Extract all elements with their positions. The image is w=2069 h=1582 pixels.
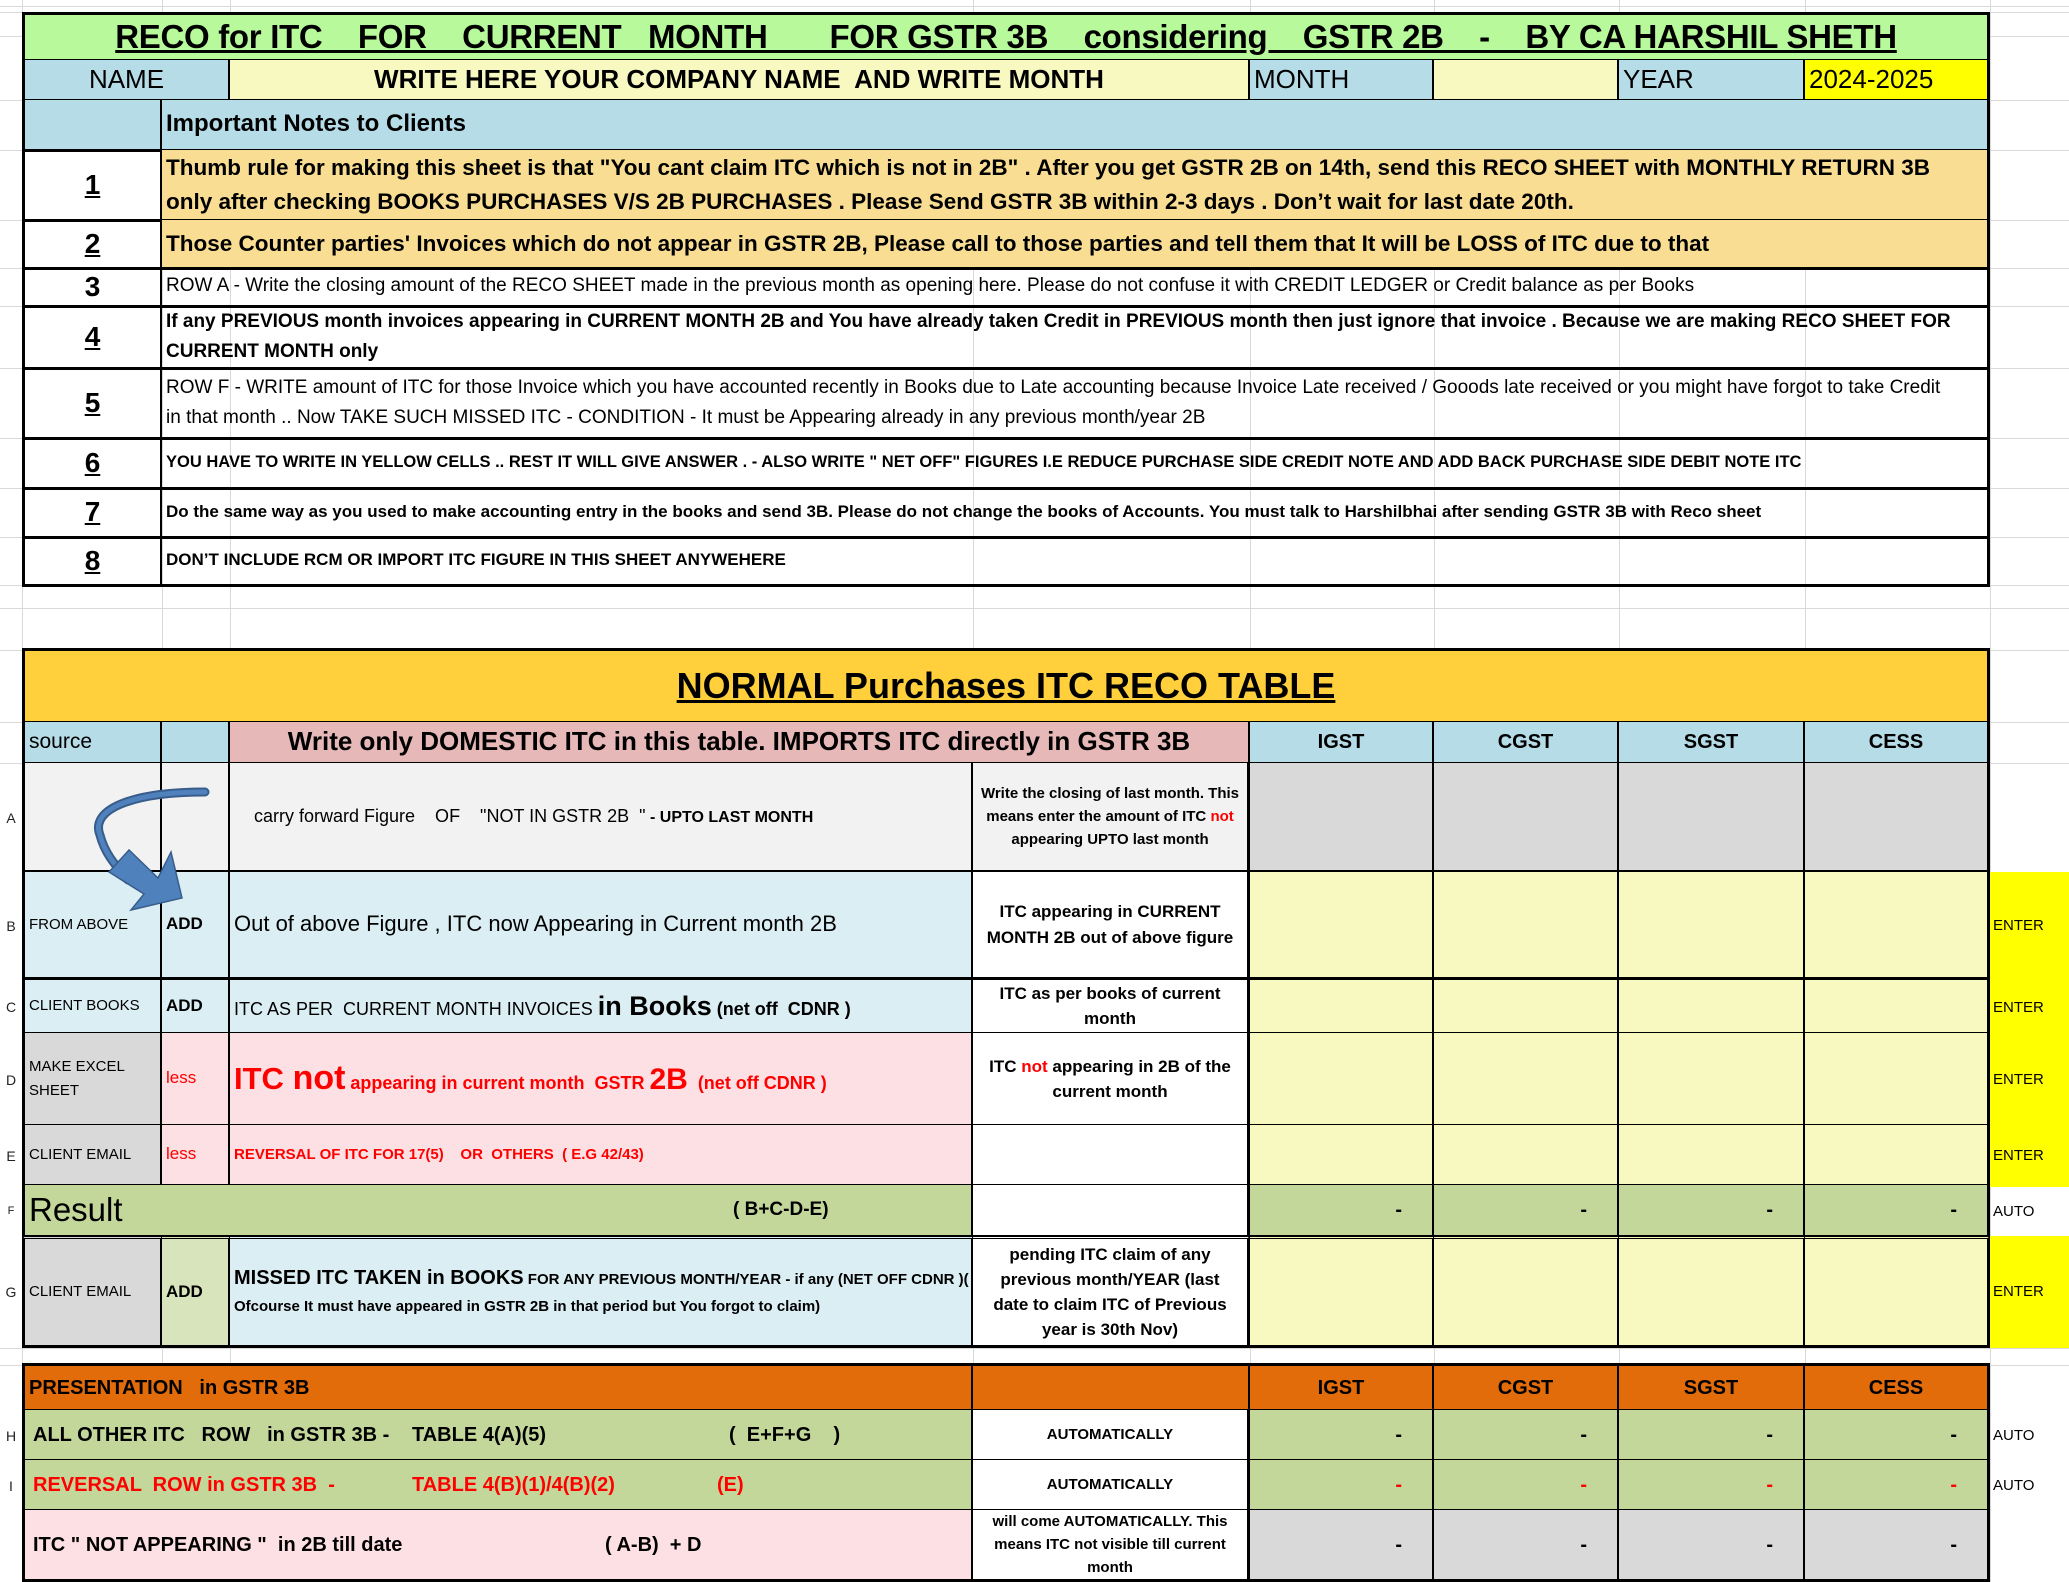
note-cell-e (973, 1125, 1250, 1187)
cess-input-g[interactable] (1805, 1236, 1990, 1348)
note-cell-g (973, 1236, 1250, 1348)
note-text: DON’T INCLUDE RCM OR IMPORT ITC FIGURE IN THIS SHEET ANYWEHERE (166, 550, 786, 570)
sgst-cell-a[interactable] (1619, 763, 1805, 873)
igst-cell-a[interactable] (1250, 763, 1434, 873)
presentation-row-not-appearing (22, 1510, 973, 1582)
note-text: ITC appearing in CURRENT MONTH 2B out of above figure (986, 901, 1234, 947)
note-cell-c (973, 980, 1250, 1035)
sgst-value-h (1619, 1410, 1805, 1462)
row-id: C (5, 999, 17, 1016)
note-number-text: 5 (84, 386, 101, 418)
source-text: FROM ABOVE (29, 915, 129, 933)
op-cell-d (162, 1033, 230, 1127)
row-label-i (0, 1460, 22, 1512)
row-id: I (9, 1477, 13, 1494)
note-item (162, 537, 1990, 587)
presentation-formula: ( E+F+G ) (729, 1423, 841, 1446)
note-item (162, 438, 1990, 490)
note-cell-a (973, 763, 1250, 873)
note-number (22, 306, 162, 370)
op-text: less (166, 1144, 197, 1164)
cess-value-i (1805, 1460, 1990, 1512)
igst-value-not-appearing (1250, 1510, 1434, 1582)
cgst-value-not-appearing (1434, 1510, 1619, 1582)
igst-input-c[interactable] (1250, 980, 1434, 1035)
note-text: will come AUTOMATICALLY. This means ITC not visible till current month (992, 1513, 1228, 1576)
note-text: Thumb rule for making this sheet is that "You cant claim ITC which is not in 2B" . After you get GSTR 2B on 14th, send this RECO SHEET with MONTHLY RETURN 3B only after checking BOOKS PURCHASES V/S 2B PURCHASES . Please Send GSTR 3B within 2-3 days . Don’t wait for last date 20th. (166, 154, 1931, 214)
presentation-header-cgst (1434, 1363, 1619, 1412)
presentation-title-text: PRESENTATION in GSTR 3B (29, 1376, 310, 1399)
status-h (1990, 1410, 2069, 1462)
value-text: - (1950, 1199, 1957, 1221)
desc-cell-b (230, 872, 973, 980)
note-number (22, 220, 162, 270)
note-part-red: not (1210, 808, 1234, 825)
desc-part-not: not (292, 1059, 346, 1098)
note-number-text: 4 (84, 320, 101, 352)
desc-part: Ofcourse It must have appeared in GSTR 2B in that period but You forgot to claim) (234, 1297, 821, 1315)
op-text: ADD (166, 1281, 203, 1301)
value-text: - (1580, 1473, 1587, 1496)
status-text: AUTO (1993, 1477, 2035, 1494)
status-text: AUTO (1993, 1202, 2035, 1220)
igst-input-g[interactable] (1250, 1236, 1434, 1348)
igst-value-h (1250, 1410, 1434, 1462)
presentation-header-cess (1805, 1363, 1990, 1412)
op-text: ADD (166, 914, 203, 934)
presentation-label: ALL OTHER ITC ROW in GSTR 3B - (33, 1423, 390, 1446)
igst-input-e[interactable] (1250, 1125, 1434, 1187)
row-id: E (6, 1147, 16, 1164)
row-label-f (0, 1185, 22, 1238)
note-text: pending ITC claim of any previous month/YEAR (last date to claim ITC of Previous year is 30th Nov) (993, 1245, 1227, 1339)
value-text: - (1580, 1533, 1587, 1556)
igst-value-i (1250, 1460, 1434, 1512)
note-number (22, 438, 162, 490)
note-number-text: 1 (84, 168, 101, 200)
value-text: - (1395, 1423, 1402, 1446)
note-cell-f (973, 1185, 1250, 1238)
month-label (1250, 60, 1434, 102)
status-g (1990, 1236, 2069, 1348)
desc-text (234, 990, 851, 1022)
source-header (22, 722, 162, 765)
value-text: - (1395, 1473, 1402, 1496)
cgst-input-b[interactable] (1434, 872, 1619, 980)
desc-text (234, 1265, 969, 1320)
presentation-table-ref: TABLE 4(B)(1)/4(B)(2) (412, 1473, 615, 1496)
value-text: - (1766, 1473, 1773, 1496)
cgst-cell-a[interactable] (1434, 763, 1619, 873)
source-cell-g (22, 1236, 162, 1348)
row-label-b (0, 872, 22, 980)
op-cell-g (162, 1236, 230, 1348)
note-text (979, 782, 1241, 851)
presentation-title (22, 1363, 973, 1412)
month-label-text: MONTH (1254, 63, 1350, 94)
status-d (1990, 1033, 2069, 1127)
cgst-value-h (1434, 1410, 1619, 1462)
value-text: - (1580, 1423, 1587, 1446)
note-item (162, 488, 1990, 539)
result-formula: ( B+C-D-E) (733, 1198, 829, 1220)
column-header-text: SGST (1683, 731, 1739, 753)
sgst-input-g[interactable] (1619, 1236, 1805, 1348)
note-cell-i (973, 1460, 1250, 1512)
presentation-label: ITC " NOT APPEARING " in 2B till date (33, 1533, 403, 1556)
value-text: - (1950, 1473, 1957, 1496)
status-text: ENTER (1993, 998, 2044, 1016)
cgst-input-d[interactable] (1434, 1033, 1619, 1127)
row-id: B (6, 917, 16, 934)
desc-part-big: ITC (234, 1061, 293, 1097)
value-text: - (1766, 1199, 1773, 1221)
presentation-row-h (22, 1410, 973, 1462)
status-text: ENTER (1993, 1283, 2044, 1300)
desc-cell-a (230, 763, 973, 873)
row-id: A (6, 809, 16, 826)
op-cell-c (162, 980, 230, 1035)
cess-value-h (1805, 1410, 1990, 1462)
cgst-input-e[interactable] (1434, 1125, 1619, 1187)
sheet-title-text: RECO for ITC FOR CURRENT MONTH FOR GSTR 3B considering GSTR 2B - BY CA HARSHIL SHETH (115, 18, 1897, 56)
source-cell-c (22, 980, 162, 1035)
igst-input-d[interactable] (1250, 1033, 1434, 1127)
desc-part: FOR ANY PREVIOUS MONTH/YEAR - if any (NET OFF CDNR )( (523, 1270, 969, 1288)
sgst-input-b[interactable] (1619, 872, 1805, 980)
column-header-text: CESS (1868, 731, 1924, 753)
presentation-note-header (973, 1363, 1250, 1412)
op-cell-b (162, 872, 230, 980)
row-label-a (0, 763, 22, 873)
desc-text: Out of above Figure , ITC now Appearing in Current month 2B (234, 911, 837, 937)
status-i (1990, 1460, 2069, 1512)
note-text: AUTOMATICALLY (1046, 1475, 1174, 1493)
notes-header-blank (22, 100, 162, 152)
source-cell-e (22, 1125, 162, 1187)
status-f (1990, 1185, 2069, 1238)
note-number (22, 368, 162, 440)
column-header-text: CGST (1497, 1376, 1554, 1399)
cess-input-c[interactable] (1805, 980, 1990, 1035)
row-id: G (5, 1283, 17, 1300)
domestic-itc-instruction (230, 722, 1250, 765)
column-header-text: SGST (1683, 1376, 1739, 1399)
igst-result-f (1250, 1185, 1434, 1238)
value-text: - (1950, 1533, 1957, 1556)
source-text: MAKE EXCEL SHEET (29, 1057, 125, 1099)
reco-table-title-text: NORMAL Purchases ITC RECO TABLE (676, 665, 1336, 707)
column-header-text: IGST (1317, 731, 1365, 753)
column-header-sgst (1619, 722, 1805, 765)
op-cell-e (162, 1125, 230, 1187)
cgst-value-i (1434, 1460, 1619, 1512)
row-label-h (0, 1410, 22, 1462)
igst-input-b[interactable] (1250, 872, 1434, 980)
desc-cell-e (230, 1125, 973, 1187)
row-label-e (0, 1125, 22, 1187)
note-text: If any PREVIOUS month invoices appearing in CURRENT MONTH 2B and You have already taken Credit in PREVIOUS month then just ignore that invoice . Because we are making RECO SHEET FOR CURRENT MONTH only (166, 310, 1951, 362)
presentation-table-ref: TABLE 4(A)(5) (412, 1423, 547, 1446)
desc-part: (net off CDNR ) (711, 998, 851, 1019)
desc-text: REVERSAL OF ITC FOR 17(5) OR OTHERS ( E.G 42/43) (234, 1145, 644, 1163)
column-header-igst (1250, 722, 1434, 765)
row-label-d (0, 1033, 22, 1127)
note-number-text: 6 (84, 446, 101, 478)
value-text: - (1580, 1199, 1587, 1221)
instruction-text: Write only DOMESTIC ITC in this table. IMPORTS ITC directly in GSTR 3B (287, 726, 1191, 757)
desc-part: ITC AS PER CURRENT MONTH INVOICES (234, 998, 598, 1019)
note-item (162, 150, 1990, 222)
note-number (22, 268, 162, 308)
result-label: Result (29, 1191, 123, 1229)
name-label-text: NAME (88, 63, 165, 94)
note-text: YOU HAVE TO WRITE IN YELLOW CELLS .. REST IT WILL GIVE ANSWER . - ALSO WRITE " NET OFF" FIGURES I.E REDUCE PURCHASE SIDE CREDIT NOTE AND ADD BACK PURCHASE SIDE DEBIT NOTE ITC (166, 452, 1802, 471)
note-part: Write the closing of last month. This means enter the amount of ITC (980, 785, 1240, 825)
desc-cell-c (230, 980, 973, 1035)
note-text: ITC as per books of current month (999, 984, 1221, 1028)
company-name-text: WRITE HERE YOUR COMPANY NAME AND WRITE MONTH (374, 63, 1104, 94)
year-label-text: YEAR (1623, 63, 1694, 94)
column-header-text: CGST (1497, 731, 1554, 753)
desc-part: (net off CDNR ) (687, 1073, 827, 1094)
row-id: D (5, 1071, 17, 1088)
desc-part-2b: 2B (649, 1063, 688, 1097)
note-item (162, 220, 1990, 270)
column-header-cess (1805, 722, 1990, 765)
status-text: ENTER (1993, 1147, 2044, 1164)
note-number (22, 488, 162, 539)
note-cell-not-appearing (973, 1510, 1250, 1582)
status-text: AUTO (1993, 1427, 2035, 1444)
note-part: appearing in 2B of the current month (1047, 1056, 1231, 1101)
value-text: - (1766, 1423, 1773, 1446)
sgst-result-f (1619, 1185, 1805, 1238)
note-item (162, 368, 1990, 440)
note-text: Those Counter parties' Invoices which do not appear in GSTR 2B, Please call to those parties and tell them that It will be LOSS of ITC due to that (166, 231, 1710, 256)
cess-input-e[interactable] (1805, 1125, 1990, 1187)
name-label (22, 60, 230, 102)
note-number-text: 7 (84, 496, 101, 528)
status-b (1990, 872, 2069, 980)
desc-part: appearing in current month GSTR (345, 1073, 650, 1094)
value-text: - (1395, 1199, 1402, 1221)
presentation-row-i (22, 1460, 973, 1512)
cess-input-b[interactable] (1805, 872, 1990, 980)
sgst-value-not-appearing (1619, 1510, 1805, 1582)
note-item (162, 306, 1990, 370)
presentation-formula: (E) (717, 1473, 744, 1496)
cess-result-f (1805, 1185, 1990, 1238)
cess-value-not-appearing (1805, 1510, 1990, 1582)
row-label-c (0, 980, 22, 1035)
sgst-value-i (1619, 1460, 1805, 1512)
cgst-result-f (1434, 1185, 1619, 1238)
presentation-header-sgst (1619, 1363, 1805, 1412)
note-number (22, 150, 162, 222)
note-item (162, 268, 1990, 308)
desc-part-big: MISSED ITC TAKEN in BOOKS (234, 1266, 524, 1289)
desc-text (234, 784, 813, 849)
op-cell-a (162, 763, 230, 873)
desc-text (234, 1058, 827, 1099)
desc-cell-g (230, 1236, 973, 1348)
row-id: F (7, 1204, 15, 1217)
value-text: - (1395, 1533, 1402, 1556)
notes-heading (162, 100, 1990, 152)
value-text: - (1950, 1423, 1957, 1446)
note-part: ITC (989, 1056, 1022, 1076)
source-text: CLIENT BOOKS (29, 997, 140, 1014)
presentation-formula: ( A-B) + D (605, 1533, 702, 1556)
op-text: less (166, 1068, 197, 1088)
note-text (979, 1054, 1241, 1104)
status-text: ENTER (1993, 1071, 2044, 1088)
year-value: 2024-2025 (1809, 63, 1934, 94)
status-e (1990, 1125, 2069, 1187)
notes-heading-text: Important Notes to Clients (166, 110, 467, 138)
year-label (1619, 60, 1805, 102)
note-number-text: 8 (84, 544, 101, 576)
desc-cell-d (230, 1033, 973, 1127)
sgst-input-d[interactable] (1619, 1033, 1805, 1127)
note-cell-d (973, 1033, 1250, 1127)
sgst-input-c[interactable] (1619, 980, 1805, 1035)
source-cell-b (22, 872, 162, 980)
desc-suffix: - UPTO LAST MONTH (645, 808, 814, 826)
source-cell-d (22, 1033, 162, 1127)
note-cell-h (973, 1410, 1250, 1462)
note-number (22, 537, 162, 587)
value-text: - (1766, 1533, 1773, 1556)
column-header-cgst (1434, 722, 1619, 765)
row-label-g (0, 1236, 22, 1348)
year-input[interactable] (1805, 60, 1990, 102)
cess-input-d[interactable] (1805, 1033, 1990, 1127)
sheet-title (22, 12, 1990, 62)
presentation-header-igst (1250, 1363, 1434, 1412)
note-text: AUTOMATICALLY (1046, 1425, 1174, 1443)
reco-table-title (22, 648, 1990, 724)
column-header-text: CESS (1868, 1376, 1924, 1399)
source-header-text: source (29, 730, 93, 754)
result-row (22, 1185, 973, 1238)
op-text: ADD (166, 995, 203, 1015)
cgst-input-c[interactable] (1434, 980, 1619, 1035)
note-part-red: not (1021, 1056, 1048, 1076)
status-c (1990, 980, 2069, 1035)
note-number-text: 3 (84, 270, 101, 302)
desc-part-emph: in Books (597, 990, 712, 1021)
note-number-text: 2 (84, 227, 101, 259)
cess-cell-a[interactable] (1805, 763, 1990, 873)
note-cell-b (973, 872, 1250, 980)
presentation-label: REVERSAL ROW in GSTR 3B - (33, 1473, 335, 1496)
source-cell-a (22, 763, 162, 873)
note-text: ROW A - Write the closing amount of the RECO SHEET made in the previous month as opening here. Please do not confuse it with CREDIT LEDGER or Credit balance as per Books (166, 275, 1695, 297)
cgst-input-g[interactable] (1434, 1236, 1619, 1348)
status-text: ENTER (1993, 917, 2044, 934)
sgst-input-e[interactable] (1619, 1125, 1805, 1187)
note-part: appearing UPTO last month (1011, 831, 1209, 848)
month-input[interactable] (1434, 60, 1619, 102)
source-text: CLIENT EMAIL (29, 1145, 132, 1163)
desc-main: carry forward Figure OF "NOT IN GSTR 2B " (254, 805, 646, 826)
op-header (162, 722, 230, 765)
note-text: ROW F - WRITE amount of ITC for those Invoice which you have accounted recently in Books due to Late accounting because Invoice Late received / Gooods late received or you might have forgot to take Credit in that month .. Now TAKE SUCH MISSED ITC - CONDITION - It must be Appearing already in any previous month/year 2B (166, 376, 1941, 428)
note-text: Do the same way as you used to make accounting entry in the books and send 3B. Please do not change the books of Accounts. You must talk to Harshilbhai after sending GSTR 3B with Reco sheet (166, 501, 1762, 521)
source-text: CLIENT EMAIL (29, 1283, 132, 1300)
column-header-text: IGST (1317, 1376, 1365, 1399)
row-id: H (5, 1427, 17, 1444)
company-name-input[interactable] (230, 60, 1250, 102)
